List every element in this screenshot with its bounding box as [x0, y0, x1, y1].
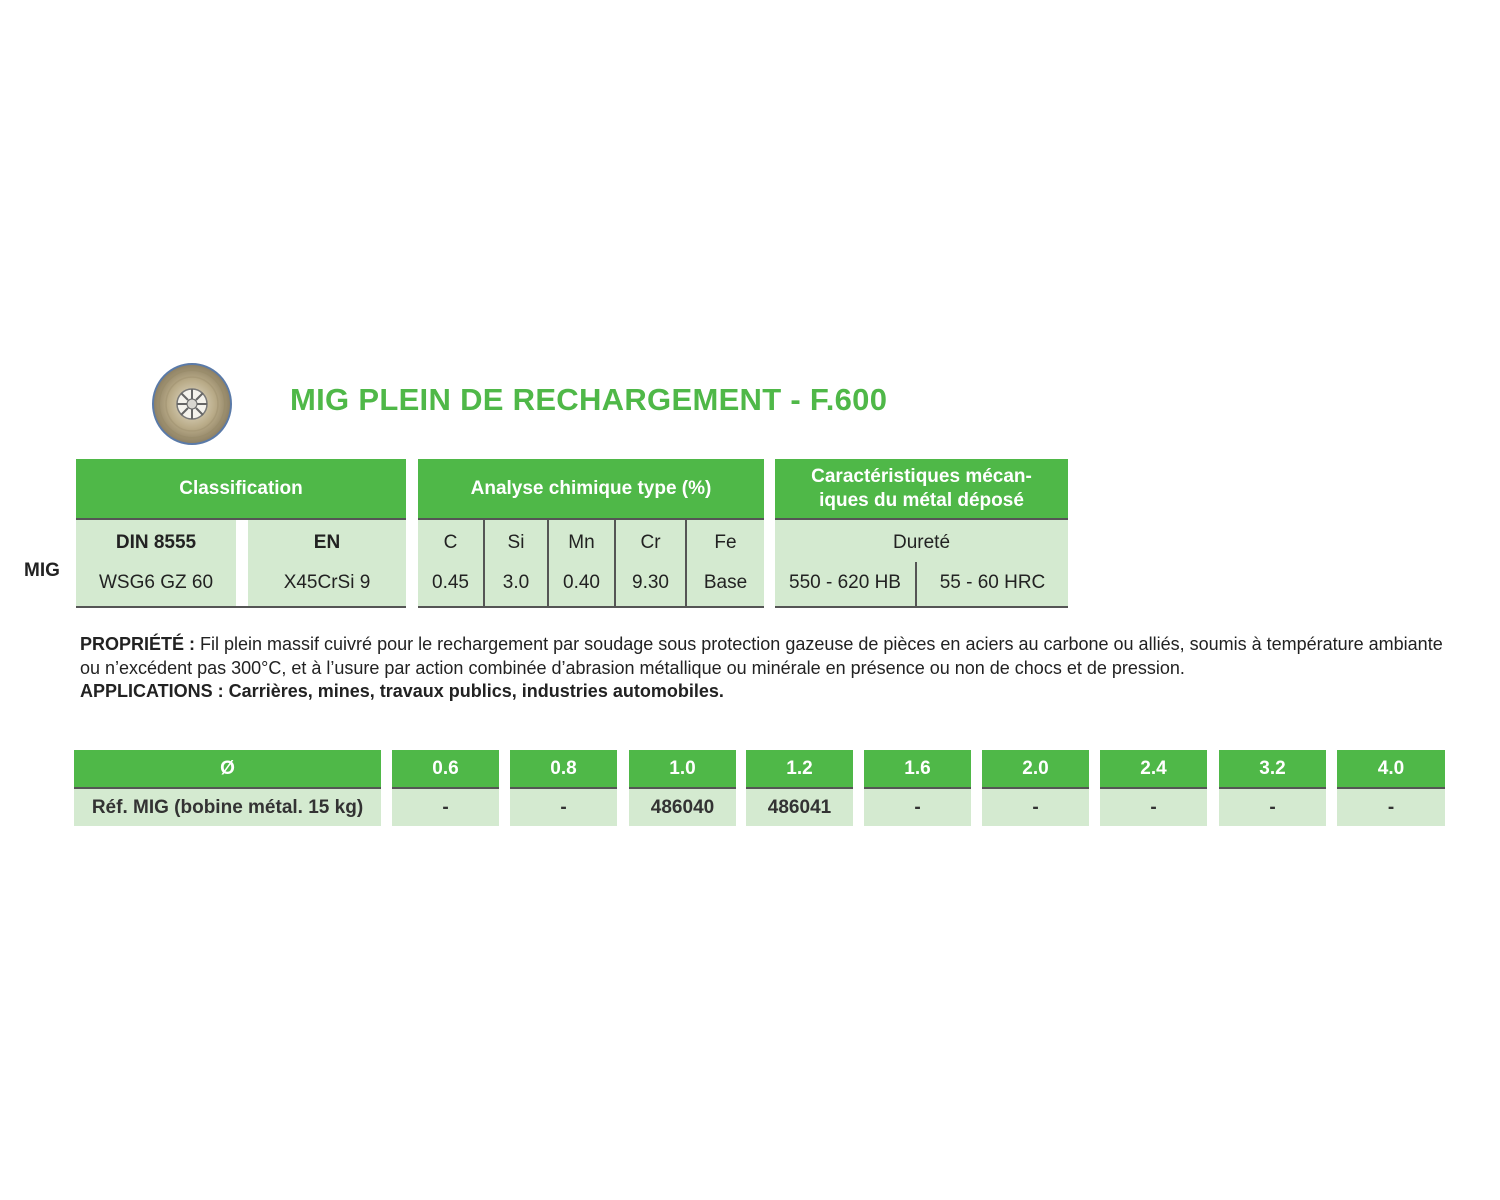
value-si: 3.0	[502, 572, 530, 593]
diameter-2-4: 2.4	[1100, 750, 1207, 787]
product-description	[80, 633, 1448, 704]
mechanical-header-line2: iques du métal déposé	[819, 490, 1024, 511]
element-fe: Fe	[714, 532, 737, 553]
element-cr: Cr	[640, 532, 661, 553]
hardness-hb: 550 - 620 HB	[789, 572, 901, 593]
ref-1-0: 486040	[629, 789, 736, 826]
value-c: 0.45	[432, 572, 469, 593]
ref-1-2: 486041	[746, 789, 853, 826]
en-label: EN	[313, 532, 341, 553]
page-title: MIG PLEIN DE RECHARGEMENT - F.600	[290, 382, 888, 417]
diameter-1-6: 1.6	[864, 750, 971, 787]
element-c: C	[443, 532, 458, 553]
applications-text: Carrières, mines, travaux publics, industries automobiles.	[223, 681, 724, 701]
property-text: Fil plein massif cuivré pour le rechargement par soudage sous protection gazeuse de pièces en aciers au carbone ou alliés, soumis à température ambiante ou n’excédent pas 300°C, et à l’usure par action combinée d’abrasion métallique ou minérale en présence ou non de chocs et de pression.	[80, 634, 1443, 678]
property-paragraph	[80, 633, 1448, 680]
ref-0-8: -	[510, 789, 617, 826]
analysis-header: Analyse chimique type (%)	[418, 459, 764, 519]
value-cr: 9.30	[632, 572, 669, 593]
diameter-0-8: 0.8	[510, 750, 617, 787]
value-fe: Base	[703, 572, 748, 593]
mechanical-header	[775, 459, 1068, 519]
ref-2-0: -	[982, 789, 1089, 826]
ref-0-6: -	[392, 789, 499, 826]
property-label: PROPRIÉTÉ :	[80, 634, 196, 654]
diameter-header: Ø	[74, 750, 381, 787]
value-mn: 0.40	[563, 572, 600, 593]
ref-2-4: -	[1100, 789, 1207, 826]
diameter-2-0: 2.0	[982, 750, 1089, 787]
diameter-3-2: 3.2	[1219, 750, 1326, 787]
hardness-hrc: 55 - 60 HRC	[939, 572, 1046, 593]
applications-label: APPLICATIONS :	[80, 681, 224, 701]
applications-paragraph	[80, 680, 1448, 704]
wire-spool-icon	[151, 362, 233, 446]
diameter-1-2: 1.2	[746, 750, 853, 787]
ref-1-6: -	[864, 789, 971, 826]
ref-4-0: -	[1337, 789, 1445, 826]
din-value: WSG6 GZ 60	[98, 572, 214, 593]
en-value: X45CrSi 9	[283, 572, 371, 593]
element-si: Si	[507, 532, 525, 553]
diameter-0-6: 0.6	[392, 750, 499, 787]
process-label: MIG	[24, 560, 60, 581]
diameter-4-0: 4.0	[1337, 750, 1445, 787]
hardness-label: Dureté	[892, 532, 951, 553]
ref-label: Réf. MIG (bobine métal. 15 kg)	[74, 789, 381, 826]
element-mn: Mn	[568, 532, 595, 553]
mechanical-header-line1: Caractéristiques mécan-	[811, 466, 1032, 487]
ref-3-2: -	[1219, 789, 1326, 826]
din-label: DIN 8555	[115, 532, 197, 553]
diameter-1-0: 1.0	[629, 750, 736, 787]
classification-header: Classification	[76, 459, 406, 519]
